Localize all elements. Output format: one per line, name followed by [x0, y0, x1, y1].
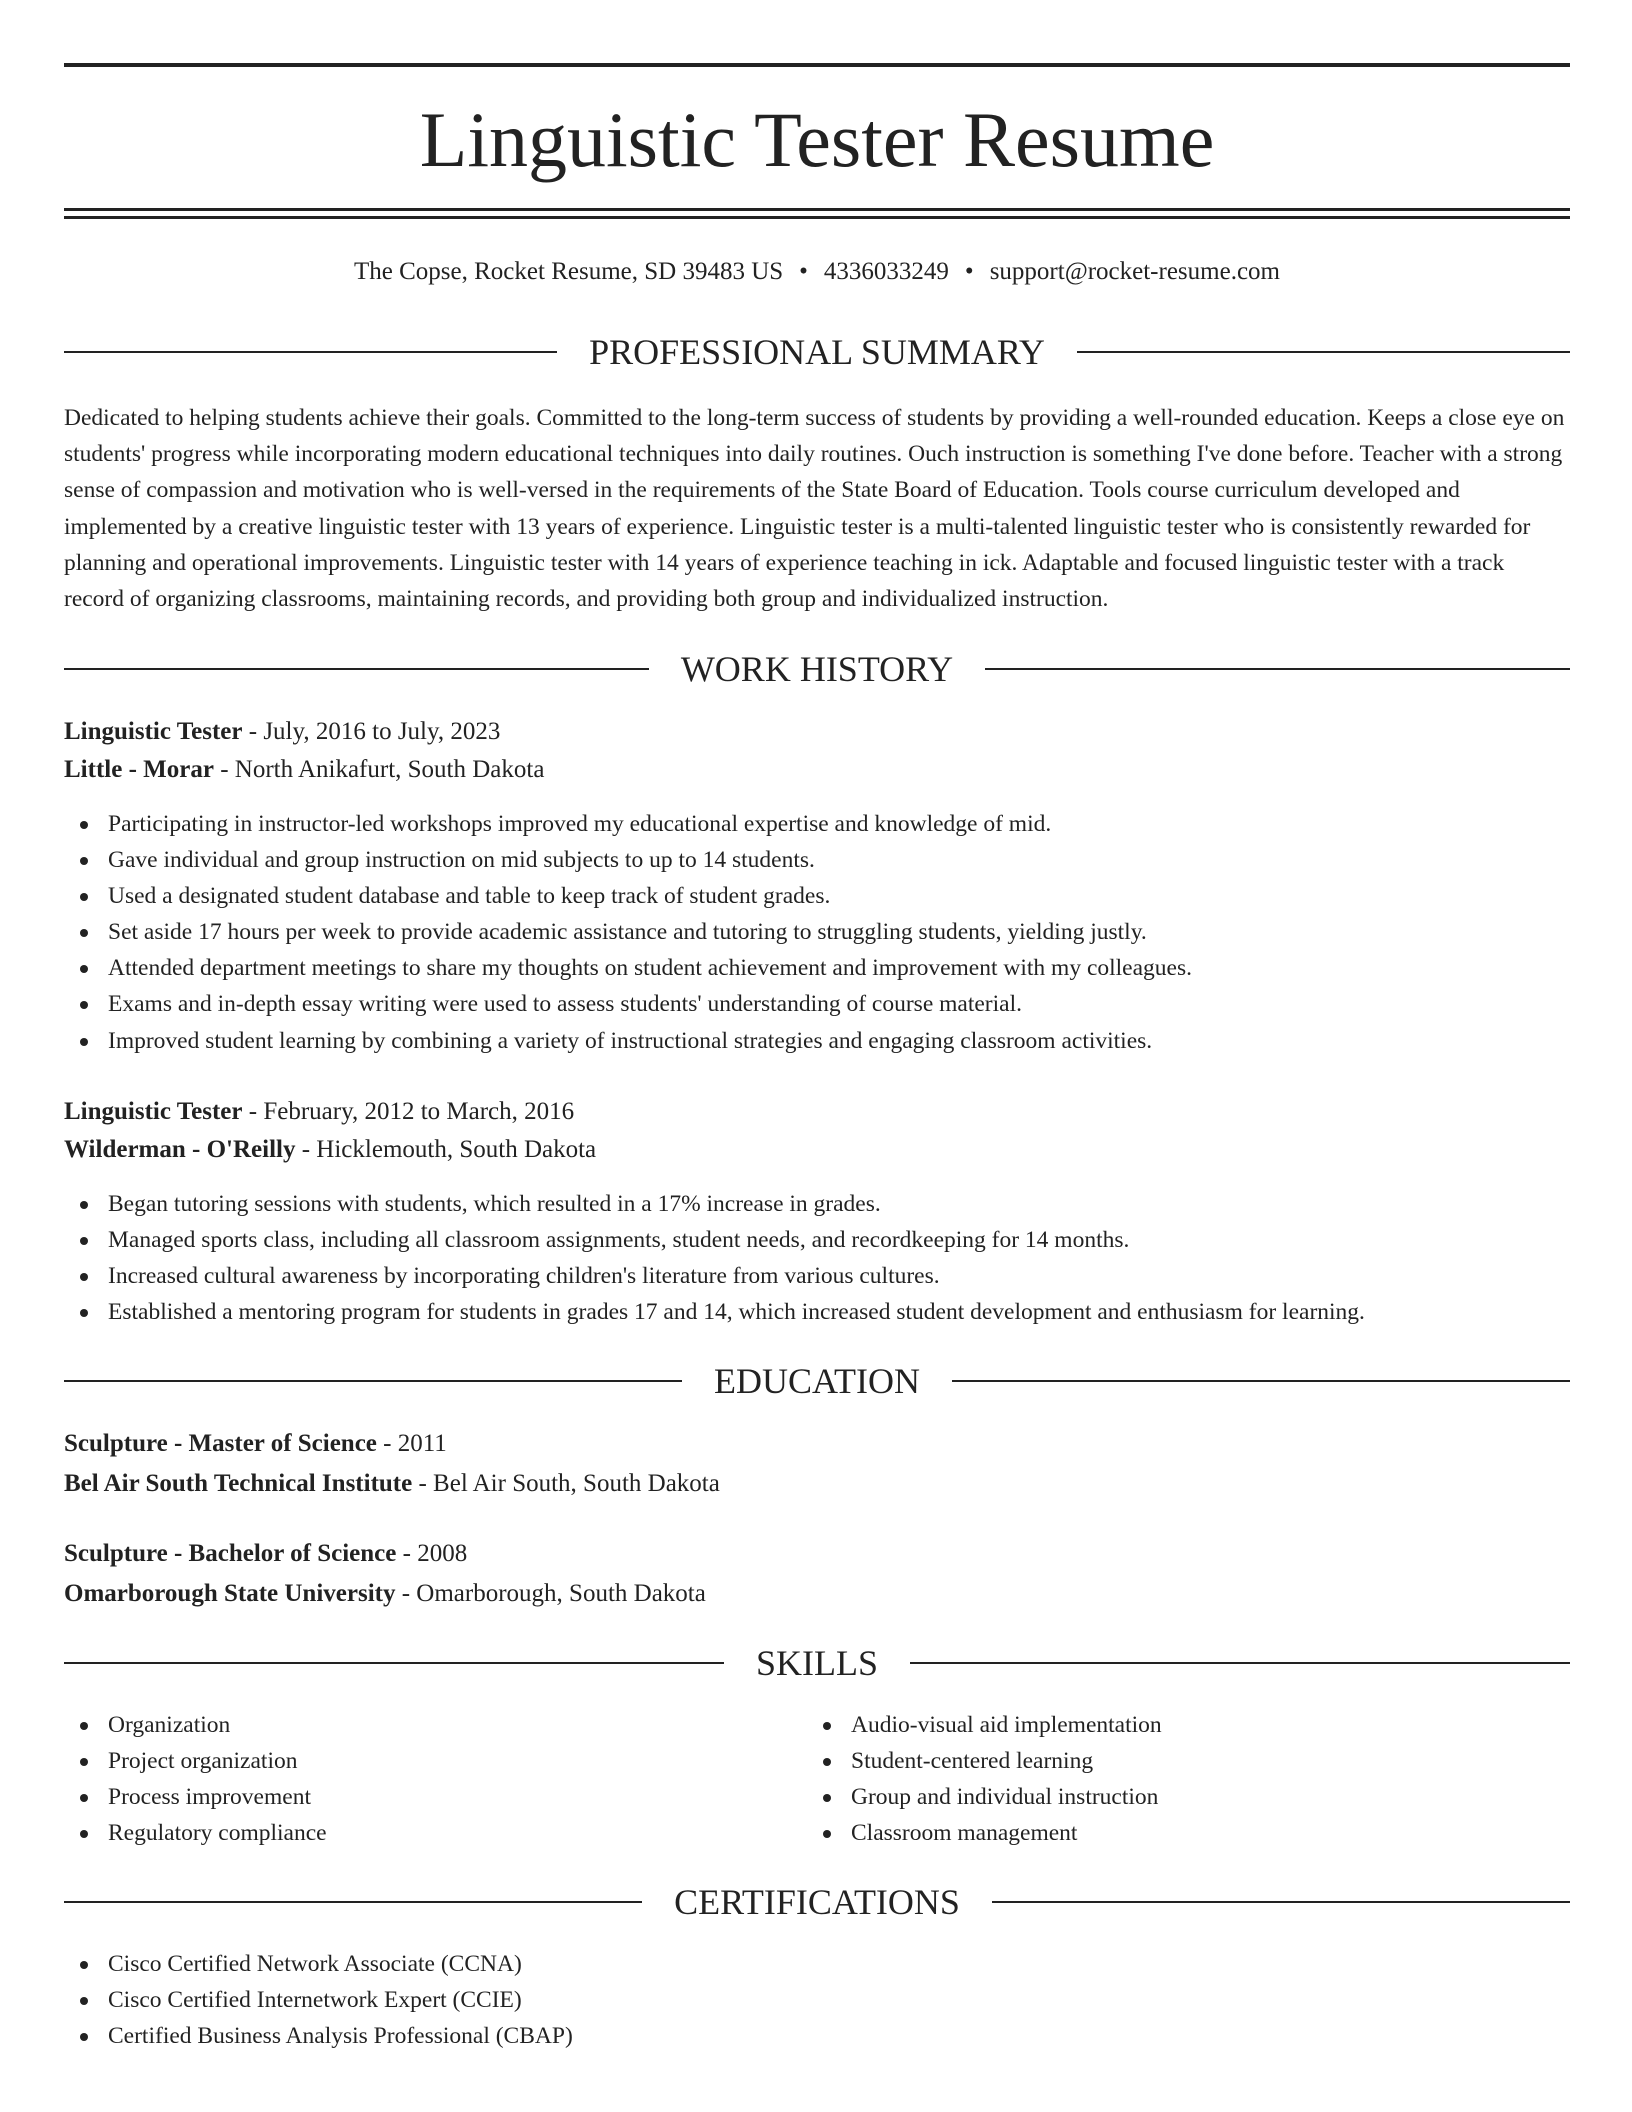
- list-item: Organization: [64, 1707, 327, 1743]
- job-location: - Hicklemouth, South Dakota: [295, 1136, 597, 1163]
- summary-text: Dedicated to helping students achieve their goals. Committed to the long-term success of students by providing a well-rounded education. Keeps a close eye on students' progress while incorporating modern educational techniques into daily routines. Ouch instruction is something I've done before. Teacher with a strong sense of compassion and motivation who is well-versed in the requirements of the State Board of Education. Tools course curriculum developed and implemented by a creative linguistic tester with 13 years of experience. Linguistic tester is a multi-talented linguistic tester who is consistently rewarded for planning and operational improvements. Linguistic tester with 14 years of experience teaching in ick. Adaptable and focused linguistic tester with a track record of organizing classrooms, maintaining records, and providing both group and individualized instruction.: [64, 405, 1565, 613]
- contact-phone: 4336033249: [823, 258, 949, 285]
- list-item: Set aside 17 hours per week to provide academic assistance and tutoring to struggling students, yielding justly.: [64, 914, 1192, 950]
- heading-rule: [992, 1901, 1570, 1903]
- skills-list-right: [807, 1707, 1162, 1851]
- heading-rule: [64, 351, 557, 353]
- heading-rule: [952, 1380, 1570, 1382]
- education-degree-line: [64, 1426, 447, 1462]
- job-duties-list: [64, 1186, 1365, 1330]
- job-dates: - February, 2012 to March, 2016: [242, 1098, 575, 1125]
- list-item: Group and individual instruction: [807, 1779, 1162, 1815]
- education-degree-line: [64, 1536, 467, 1572]
- section-heading-certifications: [64, 1878, 1570, 1926]
- section-title: EDUCATION: [714, 1361, 920, 1401]
- list-item: Gave individual and group instruction on mid subjects to up to 14 students.: [64, 842, 1192, 878]
- contact-email: support@rocket-resume.com: [989, 258, 1280, 285]
- list-item: Improved student learning by combining a variety of instructional strategies and engaging classroom activities.: [64, 1023, 1192, 1059]
- list-item: Managed sports class, including all classroom assignments, student needs, and recordkeeping for 14 months.: [64, 1222, 1365, 1258]
- list-item: Project organization: [64, 1743, 327, 1779]
- list-item: Cisco Certified Network Associate (CCNA): [64, 1946, 573, 1982]
- job-dates: - July, 2016 to July, 2023: [242, 718, 501, 745]
- contact-line: [64, 254, 1570, 290]
- section-heading-work-history: [64, 645, 1570, 693]
- section-heading-education: [64, 1357, 1570, 1405]
- title-double-rule: [64, 208, 1570, 219]
- heading-rule: [985, 668, 1570, 670]
- education-school-line: [64, 1466, 720, 1502]
- list-item: Regulatory compliance: [64, 1815, 327, 1851]
- job-company-line: [64, 752, 544, 788]
- section-title: SKILLS: [756, 1643, 879, 1683]
- list-item: Exams and in-depth essay writing were used to assess students' understanding of course material.: [64, 986, 1192, 1022]
- list-item: Attended department meetings to share my thoughts on student achievement and improvement with my colleagues.: [64, 950, 1192, 986]
- list-item: Audio-visual aid implementation: [807, 1707, 1162, 1743]
- heading-rule: [64, 668, 649, 670]
- skills-list-left: [64, 1707, 327, 1851]
- education-year: - 2008: [396, 1540, 468, 1567]
- job-title-line: [64, 714, 500, 750]
- list-item: Used a designated student database and table to keep track of student grades.: [64, 878, 1192, 914]
- job-title-line: [64, 1094, 574, 1130]
- certifications-list: [64, 1946, 573, 2054]
- job-title: Linguistic Tester: [64, 1098, 243, 1125]
- contact-separator: •: [964, 258, 974, 285]
- heading-rule: [64, 1662, 724, 1664]
- contact-separator: •: [799, 258, 808, 285]
- section-heading-summary: [64, 328, 1570, 376]
- education-school-line: [64, 1576, 706, 1612]
- top-rule: [64, 63, 1570, 67]
- education-year: - 2011: [376, 1430, 447, 1457]
- job-company: Little - Morar: [64, 756, 214, 783]
- education-school: Omarborough State University: [64, 1580, 396, 1607]
- section-title: PROFESSIONAL SUMMARY: [589, 332, 1045, 372]
- list-item: Cisco Certified Internetwork Expert (CCIE): [64, 1982, 573, 2018]
- list-item: Increased cultural awareness by incorporating children's literature from various cultures.: [64, 1258, 1365, 1294]
- list-item: Certified Business Analysis Professional (CBAP): [64, 2018, 573, 2054]
- job-location: - North Anikafurt, South Dakota: [213, 756, 545, 783]
- section-title: CERTIFICATIONS: [674, 1882, 960, 1922]
- section-title: WORK HISTORY: [680, 649, 954, 689]
- education-location: - Omarborough, South Dakota: [395, 1580, 706, 1607]
- list-item: Classroom management: [807, 1815, 1162, 1851]
- section-heading-skills: [64, 1639, 1570, 1687]
- list-item: Process improvement: [64, 1779, 327, 1815]
- list-item: Student-centered learning: [807, 1743, 1162, 1779]
- list-item: Began tutoring sessions with students, which resulted in a 17% increase in grades.: [64, 1186, 1365, 1222]
- education-school: Bel Air South Technical Institute: [64, 1470, 413, 1497]
- job-duties-list: [64, 806, 1192, 1059]
- heading-rule: [64, 1901, 642, 1903]
- contact-address: The Copse, Rocket Resume, SD 39483 US: [354, 258, 784, 285]
- heading-rule: [64, 1380, 682, 1382]
- job-title: Linguistic Tester: [64, 718, 243, 745]
- list-item: Participating in instructor-led workshops improved my educational expertise and knowledge of mid.: [64, 806, 1192, 842]
- heading-rule: [910, 1662, 1570, 1664]
- education-degree: Sculpture - Bachelor of Science: [64, 1540, 397, 1567]
- heading-rule: [1077, 351, 1570, 353]
- job-company: Wilderman - O'Reilly: [64, 1136, 296, 1163]
- list-item: Established a mentoring program for students in grades 17 and 14, which increased student development and enthusiasm for learning.: [64, 1294, 1365, 1330]
- page-title: Linguistic Tester Resume: [419, 96, 1215, 183]
- education-location: - Bel Air South, South Dakota: [412, 1470, 720, 1497]
- job-company-line: [64, 1132, 596, 1168]
- education-degree: Sculpture - Master of Science: [64, 1430, 377, 1457]
